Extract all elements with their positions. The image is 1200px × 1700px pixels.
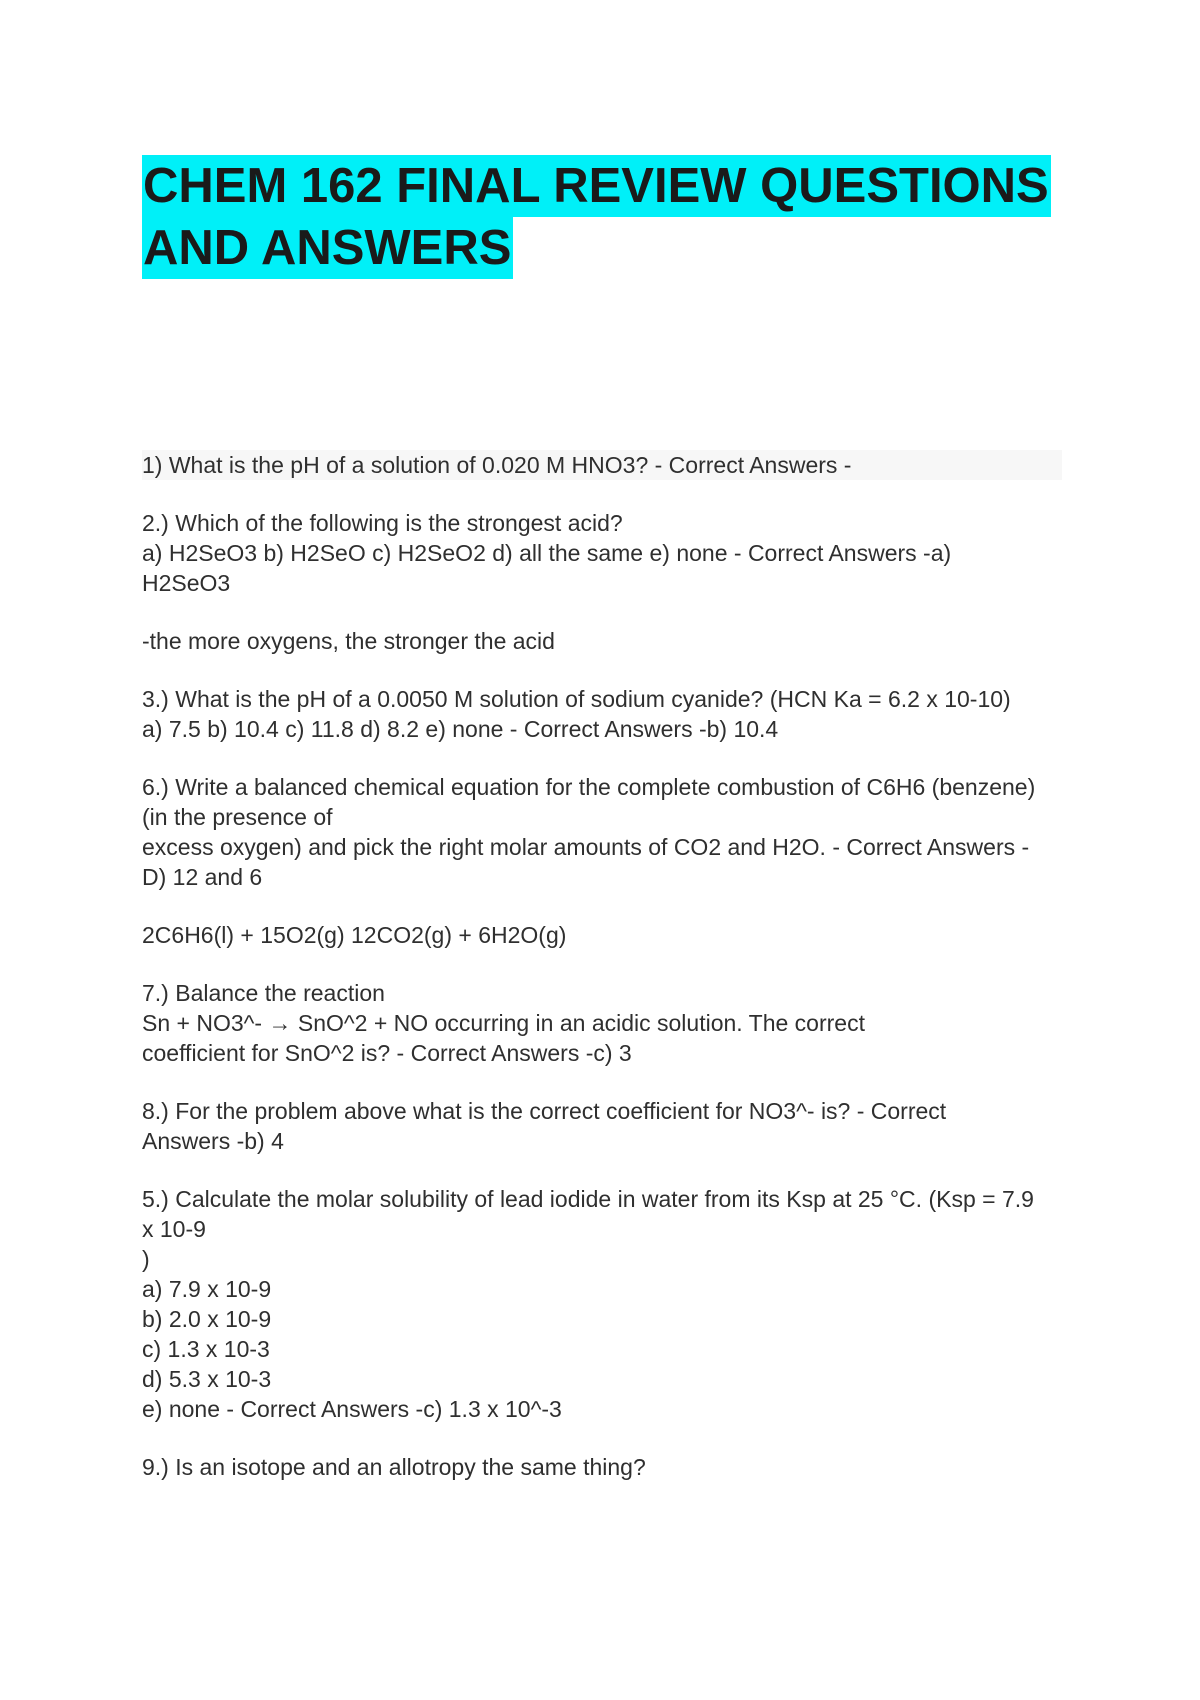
text-line: excess oxygen) and pick the right molar amounts of CO2 and H2O. - Correct Answers - <box>142 834 1030 860</box>
question-6 <box>142 772 1062 892</box>
equation-6 <box>142 920 1062 950</box>
text-line: H2SeO3 <box>142 570 231 596</box>
text-line: 2.) Which of the following is the strongest acid? <box>142 510 623 536</box>
document-title <box>142 155 1049 279</box>
text-line: coefficient for SnO^2 is? - Correct Answers -c) 3 <box>142 1040 632 1066</box>
text-line: b) 2.0 x 10-9 <box>142 1306 272 1332</box>
text-line: Sn + NO3^- → SnO^2 + NO occurring in an acidic solution. The correct <box>142 1010 865 1036</box>
text-line: e) none - Correct Answers -c) 1.3 x 10^-3 <box>142 1396 562 1422</box>
text-line: 1) What is the pH of a solution of 0.020 M HNO3? - Correct Answers - <box>142 450 1062 480</box>
question-2 <box>142 508 1062 598</box>
text-line: 2C6H6(l) + 15O2(g) 12CO2(g) + 6H2O(g) <box>142 922 567 948</box>
question-9 <box>142 1452 1062 1482</box>
text-line: x 10-9 <box>142 1216 206 1242</box>
text-line: 6.) Write a balanced chemical equation for the complete combustion of C6H6 (benzene) <box>142 774 1036 800</box>
text-line: 5.) Calculate the molar solubility of lead iodide in water from its Ksp at 25 °C. (Ksp = 7.9 <box>142 1186 1034 1212</box>
question-5 <box>142 1184 1062 1424</box>
text-line: 7.) Balance the reaction <box>142 980 385 1006</box>
text-line: 3.) What is the pH of a 0.0050 M solution of sodium cyanide? (HCN Ka = 6.2 x 10-10) <box>142 686 1011 712</box>
text-line: Answers -b) 4 <box>142 1128 284 1154</box>
text-line: -the more oxygens, the stronger the acid <box>142 628 555 654</box>
text-line: (in the presence of <box>142 804 333 830</box>
text-line: ) <box>142 1246 150 1272</box>
question-1 <box>142 450 1062 480</box>
document-body <box>142 450 1062 1510</box>
answer-note-2 <box>142 626 1062 656</box>
question-7 <box>142 978 1062 1068</box>
text-line: d) 5.3 x 10-3 <box>142 1366 272 1392</box>
text-line: 8.) For the problem above what is the correct coefficient for NO3^- is? - Correct <box>142 1098 947 1124</box>
text-line: 9.) Is an isotope and an allotropy the same thing? <box>142 1454 646 1480</box>
text-line: a) H2SeO3 b) H2SeO c) H2SeO2 d) all the same e) none - Correct Answers -a) <box>142 540 952 566</box>
text-line: D) 12 and 6 <box>142 864 263 890</box>
text-line: a) 7.5 b) 10.4 c) 11.8 d) 8.2 e) none - Correct Answers -b) 10.4 <box>142 716 779 742</box>
title-line-1: CHEM 162 FINAL REVIEW QUESTIONS <box>142 155 1051 217</box>
question-3 <box>142 684 1062 744</box>
text-line: a) 7.9 x 10-9 <box>142 1276 272 1302</box>
question-8 <box>142 1096 1062 1156</box>
title-line-2: AND ANSWERS <box>142 217 513 279</box>
text-line: c) 1.3 x 10-3 <box>142 1336 270 1362</box>
